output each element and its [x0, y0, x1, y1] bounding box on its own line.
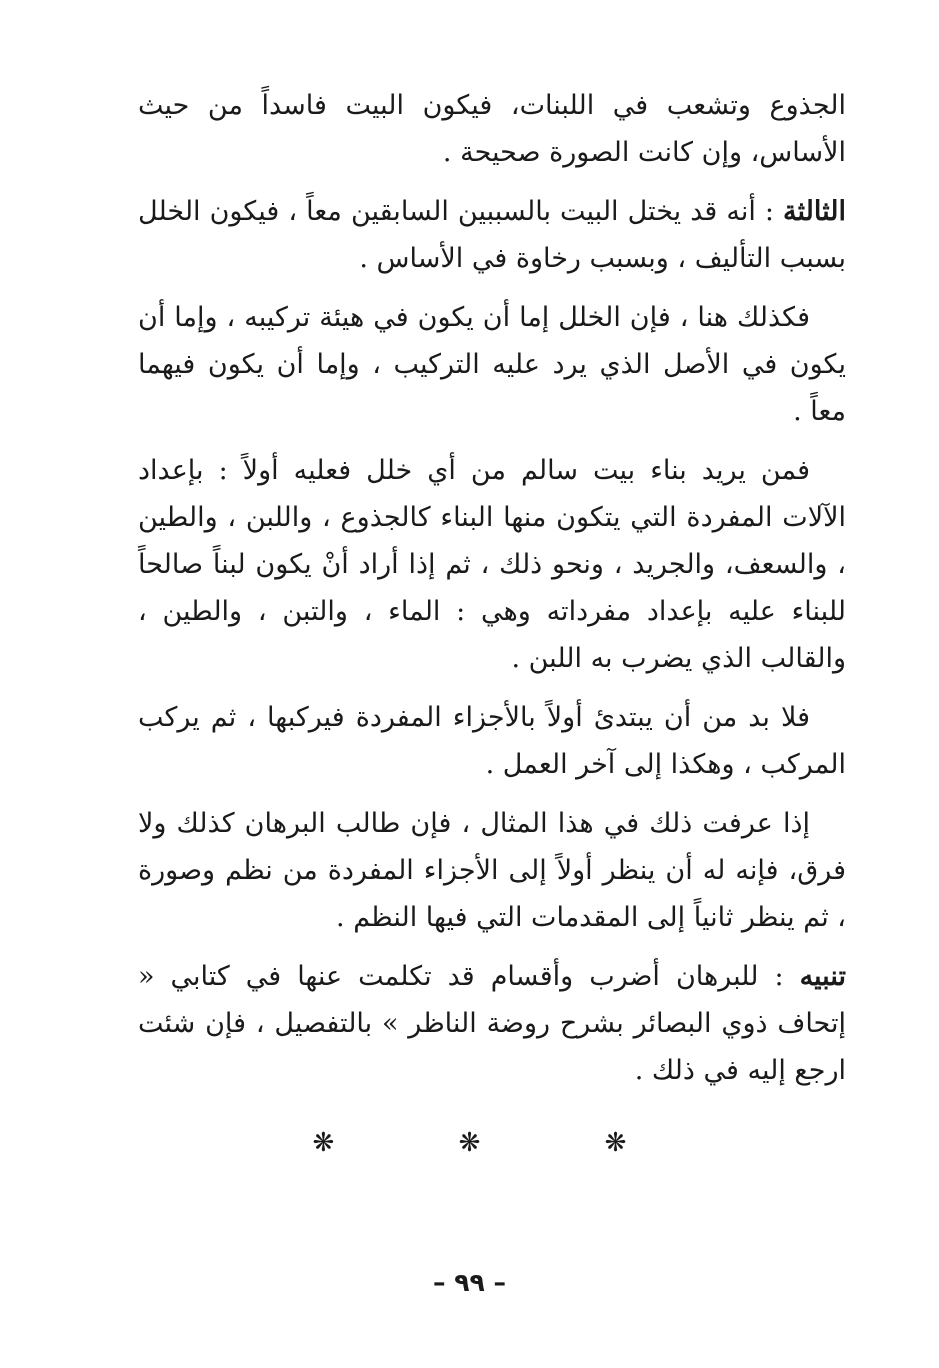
paragraph-lead: الثالثة — [783, 196, 846, 227]
paragraph-lead: تنبيه — [799, 961, 846, 992]
paragraph-text: : للبرهان أضرب وأقسام قد تكلمت عنها في كتابي « إتحاف ذوي البصائر بشرح روضة الناظر » بالتفصيل ، فإن شئت ارجع إليه في ذلك . — [138, 961, 846, 1086]
paragraph-text: فلا بد من أن يبتدئ أولاً بالأجزاء المفردة فيركبها ، ثم يركب المركب ، وهكذا إلى آخر العمل . — [138, 702, 846, 780]
paragraph-text: فمن يريد بناء بيت سالم من أي خلل فعليه أولاً : بإعداد الآلات المفردة التي يتكون منها البناء كالجذوع ، واللبن ، والطين ، والسعف، والجريد ، ونحو ذلك ، ثم إذا أراد أنْ يكون لبناً صالحاً للبناء عليه بإعداد مفرداته وهي : الماء ، والتبن ، والطين ، والقالب الذي يضرب به اللبن . — [138, 455, 846, 674]
page-number: – ٩٩ – — [433, 1268, 506, 1297]
paragraph-text: : أنه قد يختل البيت بالسببين السابقين معاً ، فيكون الخلل بسبب التأليف ، وبسبب رخاوة في الأساس . — [138, 196, 846, 274]
paragraph-text: إذا عرفت ذلك في هذا المثال ، فإن طالب البرهان كذلك ولا فرق، فإنه له أن ينظر أولاً إلى الأجزاء المفردة من نظم وصورة ، ثم ينظر ثانياً إلى المقدمات التي فيها النظم . — [138, 808, 846, 933]
paragraph-7 — [138, 953, 846, 1094]
paragraph-1 — [138, 82, 846, 176]
paragraph-text: فكذلك هنا ، فإن الخلل إما أن يكون في هيئة تركيبه ، وإما أن يكون في الأصل الذي يرد عليه التركيب ، وإما أن يكون فيهما معاً . — [138, 302, 846, 427]
paragraph-6 — [138, 800, 846, 941]
paragraph-4 — [138, 447, 846, 682]
paragraph-3 — [138, 294, 846, 435]
section-separator: ❋ ❋ ❋ — [312, 1128, 685, 1158]
body-text — [138, 82, 846, 1106]
paragraph-5 — [138, 694, 846, 788]
paragraph-2 — [138, 188, 846, 282]
paragraph-text: الجذوع وتشعب في اللبنات، فيكون البيت فاسداً من حيث الأساس، وإن كانت الصورة صحيحة . — [138, 90, 846, 168]
